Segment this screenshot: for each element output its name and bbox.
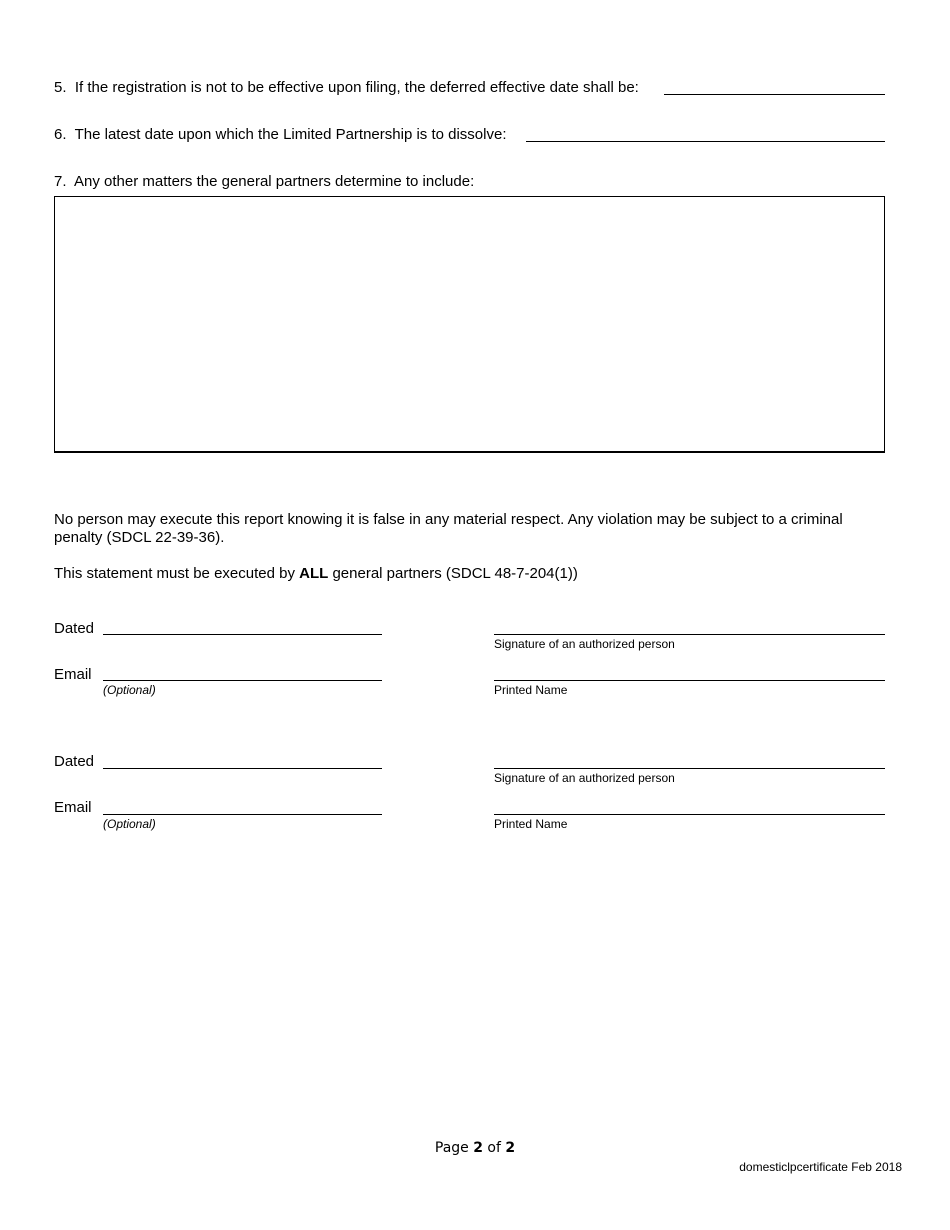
signature-caption-1: Signature of an authorized person	[494, 637, 675, 651]
page-number	[0, 1139, 950, 1157]
question-5-text: If the registration is not to be effective upon filing, the deferred effective date shall be:	[74, 79, 639, 96]
question-5-number: 5.	[54, 79, 67, 96]
signature-caption-2: Signature of an authorized person	[494, 771, 675, 785]
printed-name-caption-1: Printed Name	[494, 683, 568, 697]
printed-name-field-2[interactable]	[494, 814, 885, 815]
page-current: 2	[473, 1140, 483, 1156]
question-7-text: Any other matters the general partners determine to include:	[74, 173, 475, 190]
dated-label-2: Dated	[54, 753, 95, 770]
question-6	[54, 126, 507, 144]
email-label-1: Email	[54, 666, 92, 683]
email-field-1[interactable]	[103, 680, 382, 681]
signature-field-2[interactable]	[494, 768, 885, 769]
question-5	[54, 79, 639, 97]
question-6-text: The latest date upon which the Limited Partnership is to dissolve:	[74, 126, 507, 143]
deferred-effective-date-field[interactable]	[664, 94, 885, 95]
question-6-number: 6.	[54, 126, 67, 143]
execution-suffix: general partners (SDCL 48-7-204(1))	[328, 565, 578, 582]
page-prefix: Page	[434, 1140, 474, 1156]
dated-label-1: Dated	[54, 620, 95, 637]
dated-field-1[interactable]	[103, 634, 382, 635]
email-optional-2: (Optional)	[103, 817, 156, 831]
dated-field-2[interactable]	[103, 768, 382, 769]
question-7-number: 7.	[54, 173, 67, 190]
form-code: domesticlpcertificate Feb 2018	[739, 1160, 902, 1174]
execution-prefix: This statement must be executed by	[54, 565, 300, 582]
printed-name-caption-2: Printed Name	[494, 817, 568, 831]
email-optional-1: (Optional)	[103, 683, 156, 697]
question-7	[54, 173, 474, 191]
email-field-2[interactable]	[103, 814, 382, 815]
page-of: of	[482, 1140, 506, 1156]
false-statement-notice: No person may execute this report knowing it is false in any material respect. Any violation may be subject to a criminal penalty (SDCL 22-39-36).	[54, 511, 843, 546]
other-matters-textbox[interactable]	[54, 196, 885, 453]
signature-field-1[interactable]	[494, 634, 885, 635]
execution-requirement	[54, 565, 894, 583]
email-label-2: Email	[54, 799, 92, 816]
execution-all-bold: ALL	[299, 565, 329, 582]
printed-name-field-1[interactable]	[494, 680, 885, 681]
page-total: 2	[505, 1140, 516, 1156]
dissolve-date-field[interactable]	[526, 141, 885, 142]
